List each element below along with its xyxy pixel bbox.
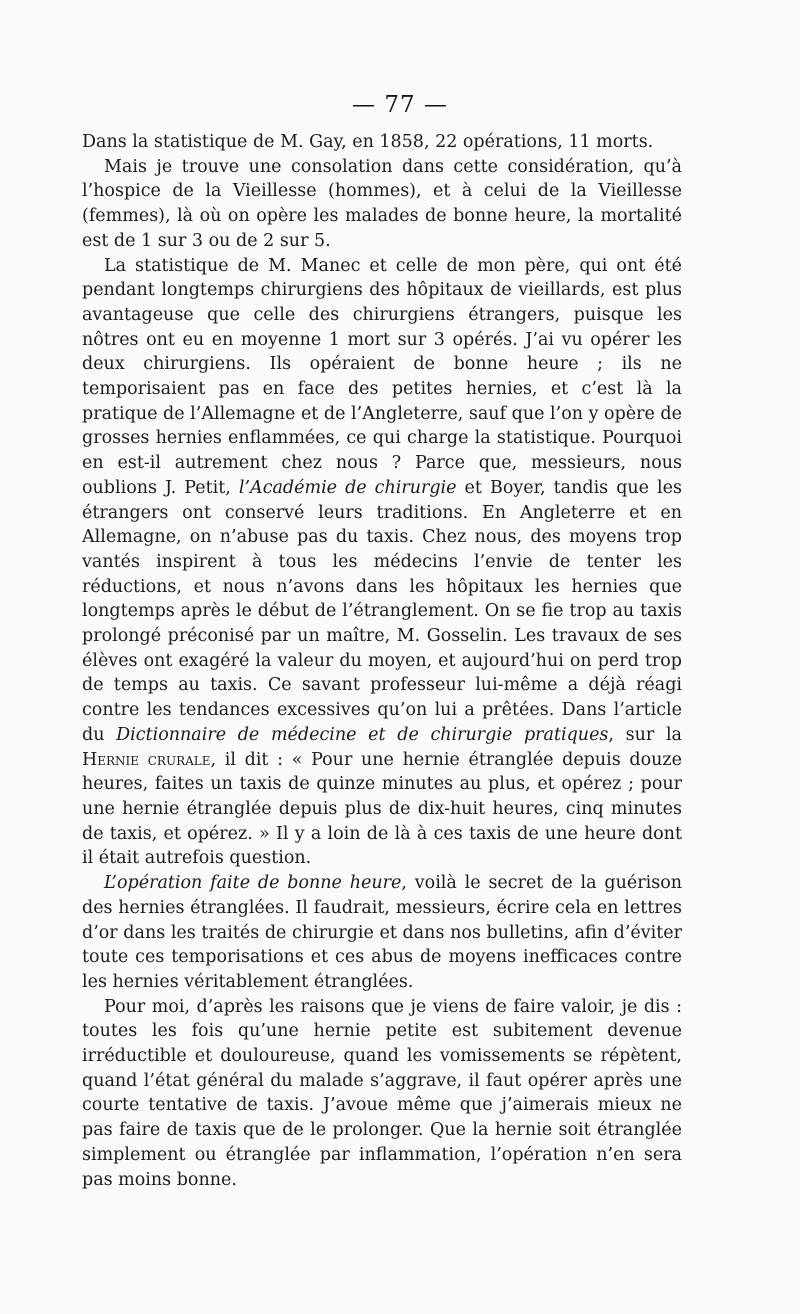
text-run: , il dit : « Pour une hernie étranglée depuis douze heures, faites un taxis de quinze minutes au plus, et opérez ; pour une hernie étranglée depuis plus de dix-huit heures, cinq minutes de taxis, et opérez. » Il y a loin de là à ces taxis de une heure dont il était autrefois question. [82,749,682,869]
paragraph [82,871,682,995]
text-run: , sur la [608,724,682,745]
text-run: Mais je trouve une consolation dans cette considération, qu’à l’hospice de la Vieillesse (hommes), et à celui de la Vieillesse (femmes), là où on opère les malades de bonne heure, la mortalité est de 1 sur 3 ou de 2 sur 5. [82,156,682,251]
text-run: Pour moi, d’après les raisons que je viens de faire valoir, je dis : toutes les fois qu’une hernie petite est subitement devenue irréductible et douloureuse, quand les vomissements se répètent, quand l’état général du malade s’aggrave, il faut opérer après une courte tentative de taxis. J’avoue même que j’aimerais mieux ne pas faire de taxis que de le prolonger. Que la hernie soit étranglée simplement ou étranglée par inflammation, l’opération n’en sera pas moins bonne. [82,996,682,1190]
paragraph [82,155,682,254]
italic-text: Dictionnaire de médecine et de chirurgie pratiques [116,724,609,745]
italic-text: L’opération faite de bonne heure [104,873,402,894]
small-caps-text: Hernie crurale [82,749,211,770]
italic-text: l’Académie de chirurgie [238,477,457,498]
paragraph [82,130,682,155]
page-number: — 77 — [352,92,448,118]
paragraph [82,995,682,1193]
text-run: , voilà le secret de la guérison des hernies étranglées. Il faudrait, messieurs, écrire cela en lettres d’or dans les traités de chirurgie et dans nos bulletins, afin d’éviter toute ces temporisations et ces abus de moyens inefficaces contre les hernies véritablement étranglées. [82,873,683,992]
body-text [82,130,682,1192]
text-run: Dans la statistique de M. Gay, en 1858, 22 opérations, 11 morts. [82,132,654,152]
text-run: La statistique de M. Manec et celle de mon père, qui ont été pendant longtemps chirurgiens des hôpitaux de vieillards, est plus avantageuse que celle des chirurgiens étrangers, puisque les nôtres ont eu en moyenne 1 mort sur 3 opérés. J’ai vu opérer les deux chirurgiens. Ils opéraient de bonne heure ; ils ne temporisaient pas en face des petites hernies, et c’est là la pratique de l’Allemagne et de l’Angleterre, sauf que l’on y opère de grosses hernies enflammées, ce qui charge la statistique. Pourquoi en est-il autrement chez nous ? Parce que, messieurs, nous oublions J. Petit, [82,255,682,498]
paragraph [82,254,682,872]
text-run: et Boyer, tandis que les étrangers ont conservé leurs traditions. En Angleterre et en Allemagne, on n’abuse pas du taxis. Chez nous, des moyens trop vantés inspirent à tous les médecins l’envie de tenter les réductions, et nous n’avons dans les hôpitaux les hernies que longtemps après le début de l’étranglement. On se fie trop au taxis prolongé préconisé par un maître, M. Gosselin. Les travaux de ses élèves ont exagéré la valeur du moyen, et aujourd’hui on perd trop de temps au taxis. Ce savant professeur lui-même a déjà réagi contre les tendances excessives qu’on lui a prêtées. Dans l’article du [82,477,682,745]
